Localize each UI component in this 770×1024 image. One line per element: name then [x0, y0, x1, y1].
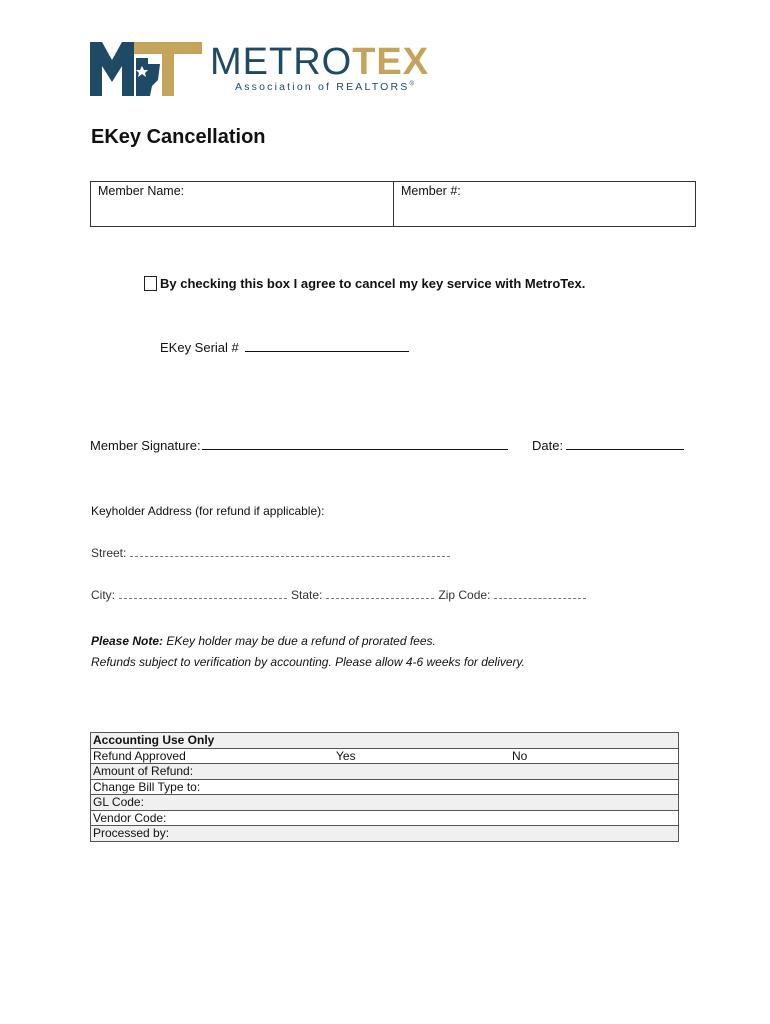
please-note	[91, 634, 436, 648]
city-label: City:	[91, 588, 115, 602]
logo-name-metro: METRO	[210, 41, 353, 83]
change-bill-type-cell[interactable]: Change Bill Type to:	[91, 779, 679, 795]
table-row	[91, 826, 679, 842]
no-option[interactable]: No	[512, 748, 528, 763]
amount-of-refund-cell[interactable]: Amount of Refund:	[91, 764, 679, 780]
refund-note: Refunds subject to verification by accounting. Please allow 4-6 weeks for delivery.	[91, 655, 525, 669]
signature-row	[90, 436, 508, 453]
cancel-agreement-checkbox[interactable]	[144, 276, 157, 291]
member-signature-label: Member Signature:	[90, 438, 201, 453]
agreement-text: By checking this box I agree to cancel my key service with MetroTex.	[160, 276, 586, 291]
accounting-header: Accounting Use Only	[91, 733, 679, 749]
member-name-field[interactable]	[91, 182, 394, 226]
table-row	[91, 795, 679, 811]
yes-option[interactable]: Yes	[336, 748, 356, 763]
vendor-code-cell[interactable]: Vendor Code:	[91, 810, 679, 826]
date-field[interactable]	[566, 436, 684, 450]
street-field[interactable]	[130, 545, 450, 557]
table-row	[91, 764, 679, 780]
logo-name-tex: TEX	[352, 41, 430, 83]
accounting-table	[90, 732, 679, 842]
gl-code-cell[interactable]: GL Code:	[91, 795, 679, 811]
agreement-row	[144, 276, 585, 291]
member-signature-field[interactable]	[202, 436, 508, 450]
keyholder-address-heading: Keyholder Address (for refund if applicable):	[91, 504, 325, 518]
ekey-serial-label: EKey Serial #	[160, 340, 239, 355]
street-label: Street:	[91, 546, 127, 560]
processed-by-cell[interactable]: Processed by:	[91, 826, 679, 842]
zip-label: Zip Code:	[438, 588, 491, 602]
member-number-label: Member #:	[401, 184, 461, 198]
please-note-text: EKey holder may be due a refund of prorated fees.	[163, 634, 436, 648]
logo-subtitle-text: Association of REALTORS	[235, 81, 410, 93]
ekey-serial-row	[160, 338, 409, 355]
member-name-label: Member Name:	[98, 184, 185, 198]
ekey-serial-field[interactable]	[245, 338, 409, 352]
refund-approved-label: Refund Approved	[93, 748, 186, 763]
page-title: EKey Cancellation	[91, 126, 266, 148]
member-info-box	[90, 181, 696, 227]
refund-approved-cell	[91, 748, 679, 764]
street-row	[91, 545, 450, 560]
state-field[interactable]	[326, 587, 434, 599]
logo-wordmark	[210, 42, 429, 82]
logo-subtitle	[235, 81, 414, 93]
zip-field[interactable]	[494, 587, 586, 599]
member-number-field[interactable]	[394, 182, 695, 226]
please-note-label: Please Note:	[91, 634, 164, 648]
registered-mark: ®	[409, 81, 414, 88]
city-field[interactable]	[119, 587, 287, 599]
date-row	[532, 436, 684, 453]
table-row	[91, 810, 679, 826]
state-label: State:	[291, 588, 323, 602]
metrotex-logo-mark	[90, 42, 202, 96]
date-label: Date:	[532, 438, 564, 453]
table-row	[91, 733, 679, 749]
table-row	[91, 779, 679, 795]
table-row	[91, 748, 679, 764]
city-state-zip-row	[91, 587, 586, 602]
